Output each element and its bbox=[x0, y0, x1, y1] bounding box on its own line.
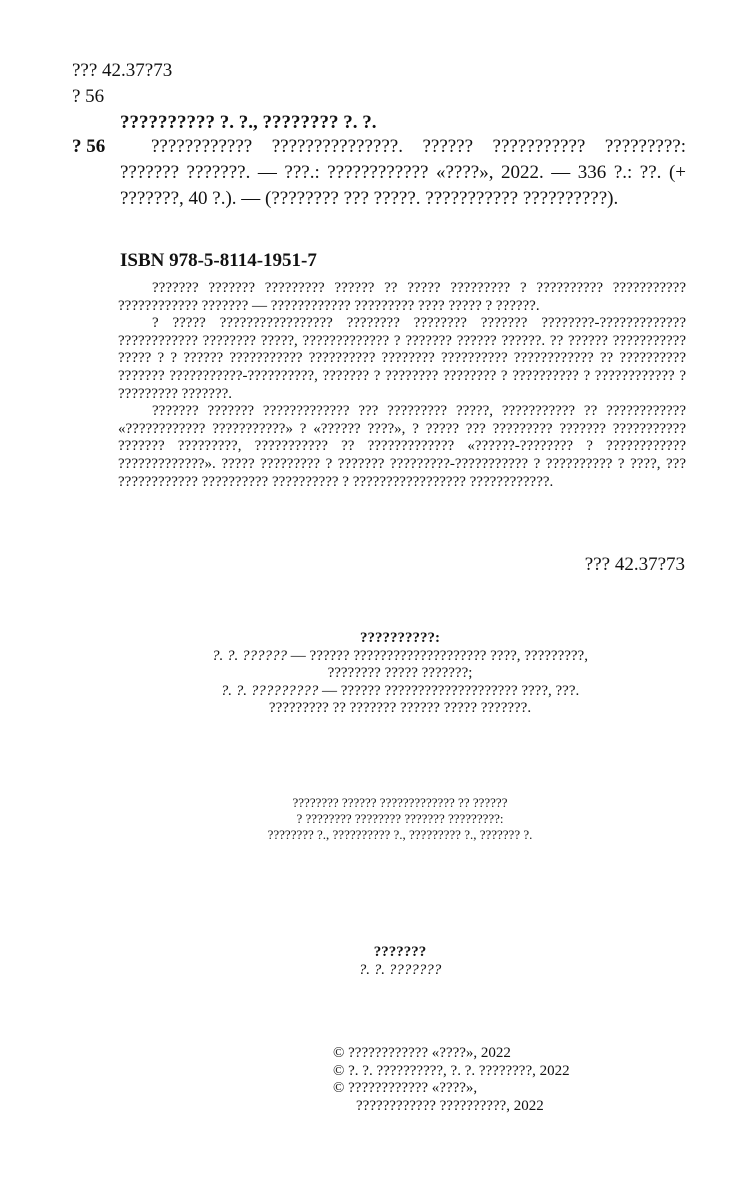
copyright-line-2: © ?. ?. ??????????, ?. ?. ????????, 2022 bbox=[333, 1062, 570, 1079]
acknowledgements bbox=[150, 795, 650, 843]
bibliographic-description: ???????????? ???????????????. ?????? ??????????? ?????????: ??????? ???????. — ???.: ???????????? «????», 2022. — 336 ?.: ??. (+ ???????, 40 ?.). — (???????? ??? ?????. ??????????? ??????????). bbox=[120, 136, 686, 209]
reviewer-2-name: ?. ?. ????????? bbox=[220, 682, 319, 699]
reviewers-block bbox=[100, 630, 700, 718]
reviewer-2 bbox=[100, 683, 700, 701]
copyright-line-4: ???????????? ??????????, 2022 bbox=[356, 1097, 544, 1114]
abstract bbox=[118, 280, 686, 491]
author-code-top: ? 56 bbox=[72, 86, 105, 107]
authors: ?????????? ?. ?., ???????? ?. ?. bbox=[120, 112, 377, 133]
copyright-line-1: © ???????????? «????», 2022 bbox=[333, 1045, 511, 1061]
reviewer-1 bbox=[100, 648, 700, 666]
copyright-block bbox=[333, 1045, 570, 1115]
reviewer-2-title: — ?????? ???????????????????? ????, ???. bbox=[318, 682, 580, 699]
copyright-line-3: © ???????????? «????», bbox=[333, 1080, 478, 1097]
reviewer-1-position: ???????? ????? ???????; bbox=[327, 665, 473, 682]
acknowledgements-line-3: ???????? ?., ?????????? ?., ????????? ?., ??????? ?. bbox=[267, 827, 533, 842]
reviewer-2-position: ????????? ?? ??????? ?????? ????? ???????. bbox=[268, 700, 532, 717]
bbk-code-bottom: ??? 42.37?73 bbox=[584, 554, 685, 575]
acknowledgements-line-1: ???????? ?????? ????????????? ?? ?????? bbox=[292, 795, 508, 810]
abstract-paragraph-3: ??????? ??????? ????????????? ??? ????????? ?????, ??????????? ?? ???????????? «???????????? ???????????» ? «?????? ????», ? ????? ??? ????????? ??????? ??????????? ??????? ?????????, ??????????? ?? ????????????? «??????-???????? ? ???????????? ?????????????». ????? ????????? ? ??????? ?????????-??????????? ? ?????????? ? ????, ??? ???????????? ?????????? ?????????? ? ????????????????? ????????????. bbox=[118, 403, 686, 490]
abstract-paragraph-2: ? ????? ????????????????? ???????? ???????? ??????? ????????-????????????? ???????????? ???????? ?????, ????????????? ? ??????? ?????? ??????. ?? ?????? ??????????? ????? ? ? ?????? ??????????? ?????????? ???????? ?????????? ???????????? ?? ?????????? ??????? ???????????-??????????, ??????? ? ???????? ???????? ? ?????????? ? ???????????? ? ????????? ???????. bbox=[118, 315, 686, 402]
cover-artist: ?. ?. ??????? bbox=[358, 961, 442, 978]
isbn: ISBN 978-5-8114-1951-7 bbox=[120, 250, 317, 271]
bbk-code-top: ??? 42.37?73 bbox=[72, 60, 173, 81]
abstract-paragraph-1: ??????? ??????? ????????? ?????? ?? ????? ????????? ? ?????????? ??????????? ???????????? ??????? — ???????????? ????????? ???? ????? ? ??????. bbox=[118, 280, 686, 314]
cover-heading: ??????? bbox=[373, 944, 427, 960]
reviewers-heading: ??????????: bbox=[360, 630, 440, 646]
cover-credit bbox=[250, 944, 550, 979]
reviewer-1-title: — ?????? ???????????????????? ????, ?????????, bbox=[287, 647, 588, 664]
author-code-main: ? 56 bbox=[72, 136, 106, 157]
acknowledgements-line-2: ? ???????? ???????? ??????? ?????????: bbox=[296, 811, 504, 826]
reviewer-1-name: ?. ?. ?????? bbox=[212, 647, 288, 664]
